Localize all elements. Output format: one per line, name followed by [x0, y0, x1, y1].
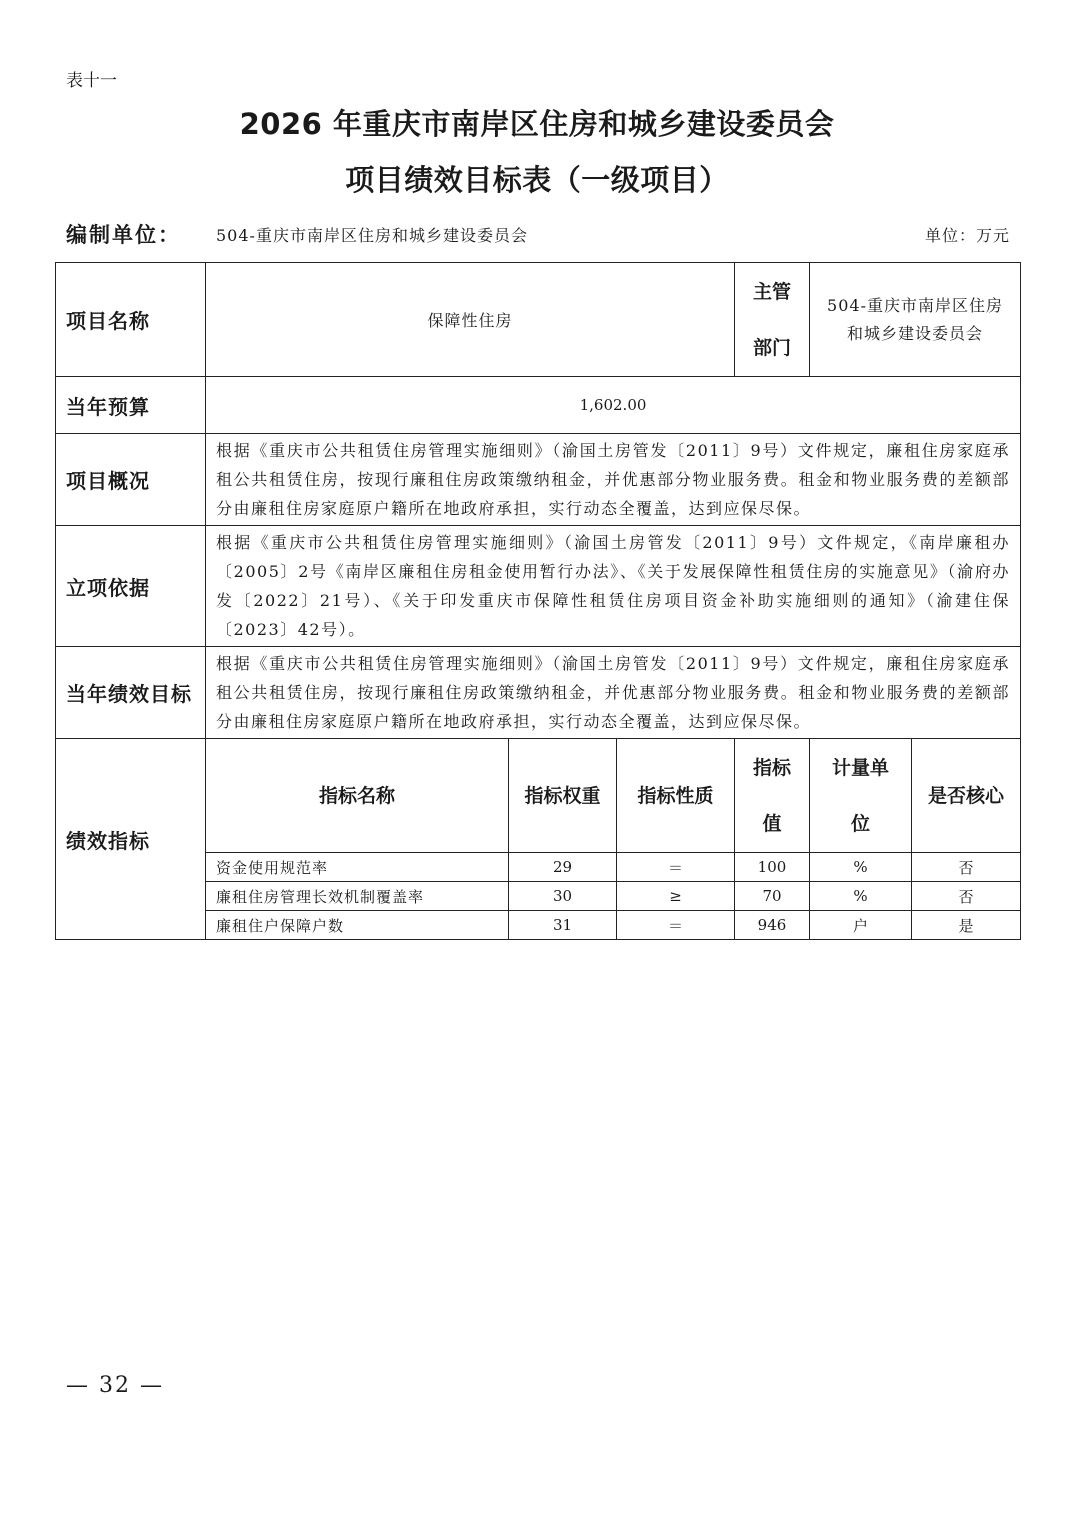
goal-row: [56, 647, 1021, 739]
org-value: 504-重庆市南岸区住房和城乡建设委员会: [216, 226, 528, 245]
project-name-value: 保障性住房: [206, 263, 735, 377]
dept-value-line2: 和城乡建设委员会: [847, 323, 984, 343]
indicator-nature: ＝: [617, 853, 735, 882]
page-title-line1: 2026 年重庆市南岸区住房和城乡建设委员会: [239, 107, 835, 141]
indicator-nature: ≥: [617, 882, 735, 911]
indicator-weight: 31: [509, 911, 617, 940]
table-number: 表十一: [66, 71, 117, 91]
header-indicator-nature: 指标性质: [617, 739, 735, 853]
indicator-core: 否: [912, 882, 1021, 911]
header-indicator-weight: 指标权重: [509, 739, 617, 853]
header-indicator-name: 指标名称: [206, 739, 509, 853]
dept-label: [735, 263, 810, 377]
header-unit-line2: 位: [850, 812, 870, 835]
page-title-line2: 项目绩效目标表（一级项目）: [345, 163, 729, 197]
org-label: 编制单位：: [66, 223, 181, 247]
goal-text: 根据《重庆市公共租赁住房管理实施细则》（渝国土房管发〔2011〕9号）文件规定，廉租住房家庭承租公共租赁住房，按现行廉租住房政策缴纳租金，并优惠部分物业服务费。租金和物业服务费的差额部分由廉租住房家庭原户籍所在地政府承担，实行动态全覆盖，达到应保尽保。: [206, 647, 1021, 739]
indicator-weight: 30: [509, 882, 617, 911]
indicator-name: 资金使用规范率: [206, 853, 509, 882]
indicator-unit: %: [810, 853, 912, 882]
indicator-nature: ＝: [617, 911, 735, 940]
indicator-unit: 户: [810, 911, 912, 940]
indicator-weight: 29: [509, 853, 617, 882]
project-name-row: [56, 263, 1021, 377]
indicator-name: 廉租住房管理长效机制覆盖率: [206, 882, 509, 911]
dept-label-line2: 部门: [752, 336, 791, 359]
dept-label-line1: 主管: [752, 280, 791, 303]
budget-value: 1,602.00: [206, 377, 1021, 434]
indicator-header-row: [56, 739, 1021, 853]
header-indicator-value: [735, 739, 810, 853]
dept-value: [810, 263, 1021, 377]
header-indicator-core: 是否核心: [912, 739, 1021, 853]
budget-row: [56, 377, 1021, 434]
header-value-line2: 值: [762, 812, 782, 835]
budget-label: 当年预算: [56, 377, 206, 434]
header-indicator-unit: [810, 739, 912, 853]
indicators-label: 绩效指标: [56, 739, 206, 940]
dept-value-line1: 504-重庆市南岸区住房: [827, 295, 1003, 315]
project-name-label: 项目名称: [56, 263, 206, 377]
indicator-unit: %: [810, 882, 912, 911]
header-value-line1: 指标: [752, 756, 791, 779]
basis-row: [56, 526, 1021, 647]
header-unit-line1: 计量单: [831, 756, 889, 779]
indicator-value: 70: [735, 882, 810, 911]
basis-text: 根据《重庆市公共租赁住房管理实施细则》（渝国土房管发〔2011〕9号）文件规定，《南岸廉租办〔2005〕2号《南岸区廉租住房租金使用暂行办法》、《关于发展保障性租赁住房的实施意见》（渝府办发〔2022〕21号）、《关于印发重庆市保障性租赁住房项目资金补助实施细则的通知》（渝建住保〔2023〕42号）。: [206, 526, 1021, 647]
page-number: — 32 —: [66, 1373, 164, 1398]
basis-label: 立项依据: [56, 526, 206, 647]
goal-label: 当年绩效目标: [56, 647, 206, 739]
indicator-core: 否: [912, 853, 1021, 882]
overview-row: [56, 434, 1021, 526]
overview-label: 项目概况: [56, 434, 206, 526]
header-row: [66, 219, 1010, 249]
indicator-value: 946: [735, 911, 810, 940]
indicator-name: 廉租住户保障户数: [206, 911, 509, 940]
indicator-core: 是: [912, 911, 1021, 940]
overview-text: 根据《重庆市公共租赁住房管理实施细则》（渝国土房管发〔2011〕9号）文件规定，廉租住房家庭承租公共租赁住房，按现行廉租住房政策缴纳租金，并优惠部分物业服务费。租金和物业服务费的差额部分由廉租住房家庭原户籍所在地政府承担，实行动态全覆盖，达到应保尽保。: [206, 434, 1021, 526]
indicator-value: 100: [735, 853, 810, 882]
unit-label: 单位：万元: [924, 226, 1010, 245]
performance-table: [55, 262, 1021, 940]
